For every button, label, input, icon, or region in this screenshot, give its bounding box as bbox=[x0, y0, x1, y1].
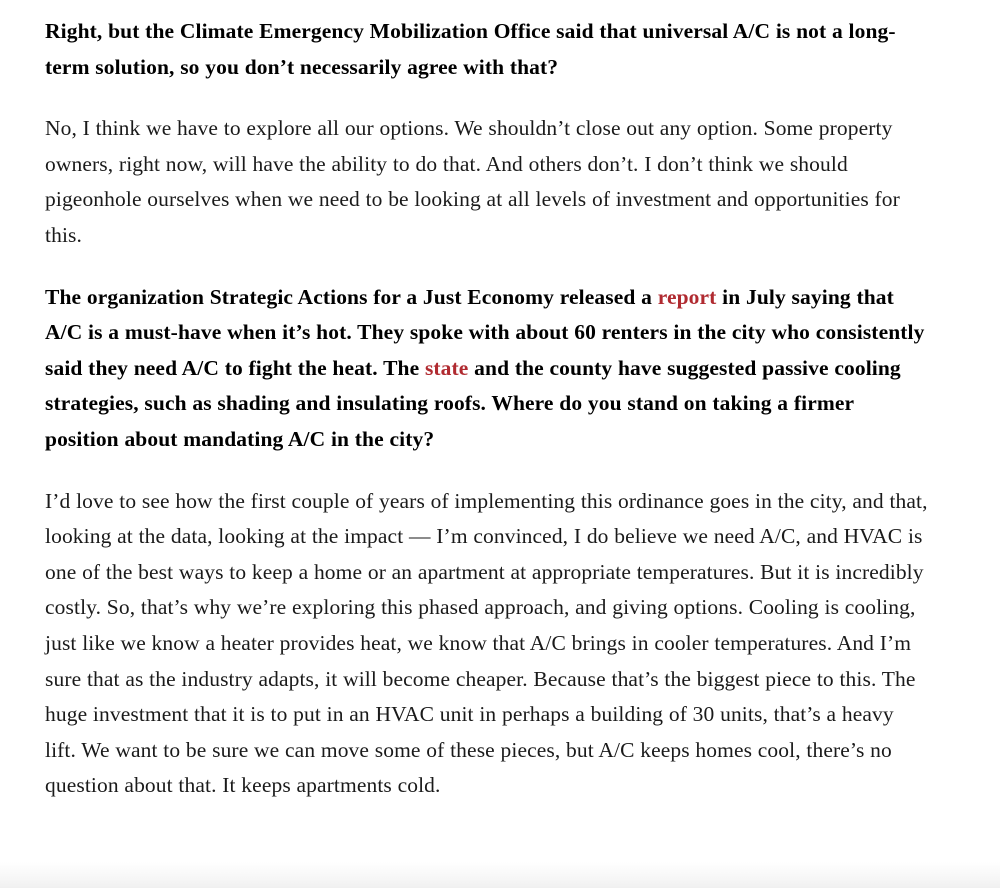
interview-question-2 bbox=[45, 280, 929, 458]
question-2-text-part-1: The organization Strategic Actions for a Just Economy released a bbox=[45, 284, 658, 309]
interview-question-1: Right, but the Climate Emergency Mobilization Office said that universal A/C is not a long-term solution, so you don’t necessarily agree with that? bbox=[45, 19, 896, 79]
report-link[interactable]: report bbox=[657, 284, 717, 309]
question-2-text-part-3: and the county have suggested passive cooling strategies, such as shading and insulating roofs. Where do you stand on taking a firmer position about mandating A/C in the city? bbox=[45, 355, 901, 451]
question-2-text-part-2: in July saying that A/C is a must-have when it’s hot. They spoke with about 60 renters in the city who consistently said they need A/C to fight the heat. The bbox=[45, 284, 925, 380]
interview-answer-2: I’d love to see how the first couple of years of implementing this ordinance goes in the city, and that, looking at the data, looking at the impact — I’m convinced, I do believe we need A/C, and HVAC is one of the best ways to keep a home or an apartment at appropriate temperatures. But it is incredibly costly. So, that’s why we’re exploring this phased approach, and giving options. Cooling is cooling, just like we know a heater provides heat, we know that A/C brings in cooler temperatures. And I’m sure that as the industry adapts, it will become cheaper. Because that’s the biggest piece to this. The huge investment that it is to put in an HVAC unit in perhaps a building of 30 units, that’s a heavy lift. We want to be sure we can move some of these pieces, but A/C keeps homes cool, there’s no question about that. It keeps apartments cold. bbox=[45, 488, 928, 798]
interview-answer-1: No, I think we have to explore all our options. We shouldn’t close out any option. Some property owners, right now, will have the ability to do that. And others don’t. I don’t think we should pigeonhole ourselves when we need to be looking at all levels of investment and opportunities for this. bbox=[45, 116, 900, 247]
article-body bbox=[45, 0, 929, 804]
page-bottom-fade bbox=[0, 862, 1000, 888]
state-link[interactable]: state bbox=[424, 355, 469, 380]
